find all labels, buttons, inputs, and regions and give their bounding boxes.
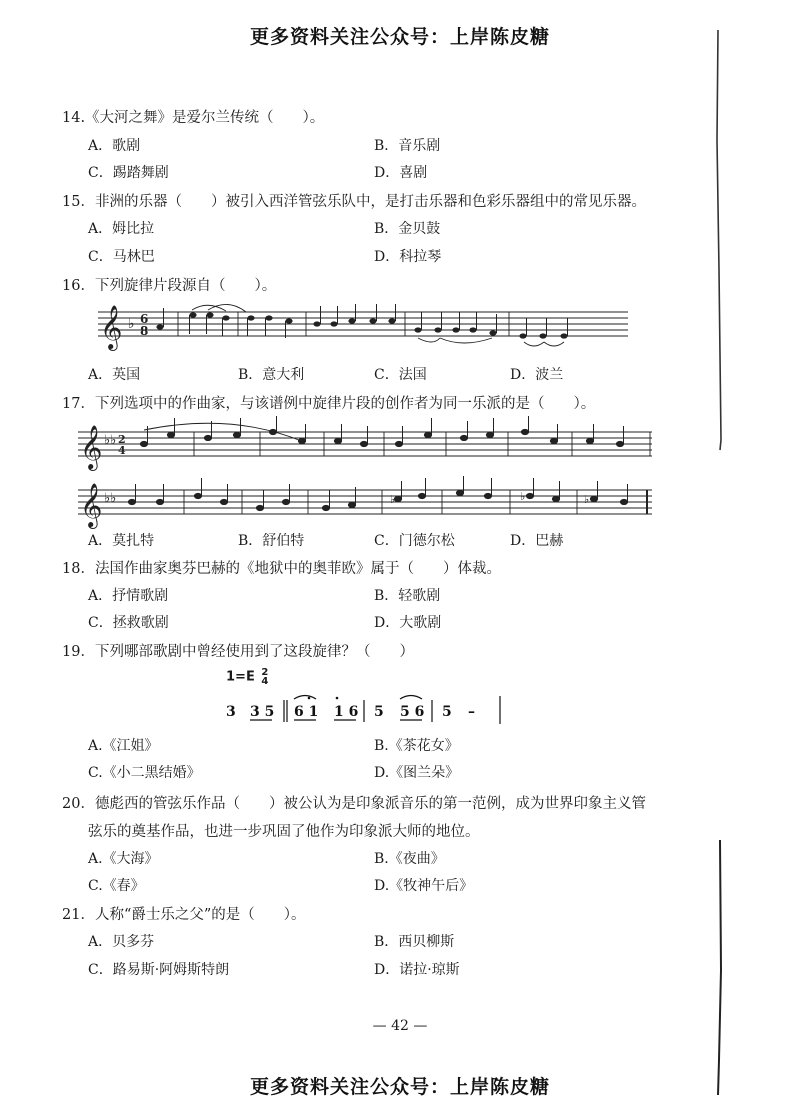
question-17-stem: 17．下列选项中的作曲家，与该谱例中旋律片段的创作者为同一乐派的是（ ）。 [62,396,596,412]
jianpu-note: 5 [442,704,452,720]
jianpu-note: 6 1 [294,704,319,720]
flat-icon: ♭ [128,316,135,332]
jianpu-time-top: 2 [261,667,269,678]
question-17-option-c[interactable]: C．门德尔松 [374,533,455,549]
question-15-stem: 15．非洲的乐器（ ）被引入西洋管弦乐队中，是打击乐器和色彩乐器组中的常见乐器。 [62,194,646,210]
question-14-option-a[interactable]: A．歌剧 [88,138,141,154]
question-18-option-c[interactable]: C．拯救歌剧 [88,615,169,631]
svg-text:♭: ♭ [520,490,526,503]
time-sig-bottom: 4 [118,444,126,457]
question-16-option-d[interactable]: D．波兰 [510,367,564,383]
treble-clef-icon: 𝄞 [80,425,103,469]
question-20-option-c[interactable]: C.《春》 [88,878,145,894]
jianpu-key [226,668,268,686]
question-14-option-b[interactable]: B．音乐剧 [374,138,441,154]
treble-clef-icon: 𝄞 [100,305,123,349]
question-19-option-c[interactable]: C.《小二黑结婚》 [88,765,201,781]
question-21-option-c[interactable]: C．路易斯·阿姆斯特朗 [88,962,230,978]
jianpu-note: 3 5 [250,704,275,720]
question-19-option-b[interactable]: B.《茶花女》 [374,738,459,754]
question-18-stem: 18．法国作曲家奥芬巴赫的《地狱中的奥菲欧》属于（ ）体裁。 [62,561,501,577]
question-15-option-d[interactable]: D．科拉琴 [374,249,442,265]
treble-clef-icon-2: 𝄞 [80,483,103,527]
jianpu-time-bottom: 4 [261,676,269,687]
time-sig-top: 2 [118,433,126,446]
question-20-option-a[interactable]: A.《大海》 [88,851,159,867]
question-14-option-d[interactable]: D．喜剧 [374,165,428,181]
jianpu-note: 5 [374,704,384,720]
question-14-stem: 14.《大河之舞》是爱尔兰传统（ ）。 [62,110,325,126]
question-20-option-d[interactable]: D.《牧神午后》 [374,878,474,894]
jianpu-note: 5 6 [400,704,425,720]
question-18-option-d[interactable]: D．大歌剧 [374,615,442,631]
question-21-option-a[interactable]: A．贝多芬 [88,934,155,950]
key-flats-icon-2: ♭♭ [104,491,117,506]
question-20-option-b[interactable]: B.《夜曲》 [374,851,445,867]
question-19-option-d[interactable]: D.《图兰朵》 [374,765,460,781]
question-19-stem: 19．下列哪部歌剧中曾经使用到了这段旋律？（ ） [62,644,414,660]
question-15-option-b[interactable]: B．金贝鼓 [374,221,441,237]
jianpu-note: – [468,704,475,720]
question-18-option-a[interactable]: A．抒情歌剧 [88,588,169,604]
question-17-option-a[interactable]: A．莫扎特 [88,533,155,549]
jianpu-key-text: 1=E [226,669,255,685]
time-sig-top: 6 [140,312,149,326]
svg-text:♭: ♭ [584,493,590,506]
question-18-option-b[interactable]: B．轻歌剧 [374,588,441,604]
footer-banner: 更多资料关注公众号：上岸陈皮糖 [249,1076,550,1098]
question-15-option-c[interactable]: C．马林巴 [88,249,155,265]
question-17-option-d[interactable]: D．巴赫 [510,533,564,549]
jianpu-note: 1 6 [334,704,359,720]
question-21-stem: 21．人称“爵士乐之父”的是（ ）。 [62,907,306,923]
question-14-option-c[interactable]: C．踢踏舞剧 [88,165,169,181]
question-21-option-b[interactable]: B．西贝柳斯 [374,934,455,950]
question-19-option-a[interactable]: A.《江姐》 [88,738,159,754]
question-15-option-a[interactable]: A．姆比拉 [88,221,155,237]
question-17-score [72,416,662,536]
question-19-jianpu-notation [220,690,520,730]
question-20-stem: 20．德彪西的管弦乐作品（ ）被公认为是印象派音乐的第一范例，成为世界印象主义管 [62,796,646,812]
header-banner: 更多资料关注公众号：上岸陈皮糖 [249,26,550,48]
question-16-option-b[interactable]: B．意大利 [238,367,305,383]
question-17-option-b[interactable]: B．舒伯特 [238,533,305,549]
jianpu-note: 3 [226,704,236,720]
question-16-option-c[interactable]: C．法国 [374,367,427,383]
time-sig-bottom: 8 [140,324,149,338]
svg-text:♭: ♭ [390,493,396,506]
question-16-score [88,298,633,354]
key-flats-icon: ♭♭ [104,433,117,448]
question-16-stem: 16．下列旋律片段源自（ ）。 [62,278,277,294]
question-20-stem-continued: 弦乐的奠基作品，也进一步巩固了他作为印象派大师的地位。 [88,824,480,840]
page-number: — 42 — [372,1018,428,1034]
question-16-option-a[interactable]: A．英国 [88,367,141,383]
scan-edge-shadow [700,20,740,1100]
question-21-option-d[interactable]: D．诺拉·琼斯 [374,962,460,978]
